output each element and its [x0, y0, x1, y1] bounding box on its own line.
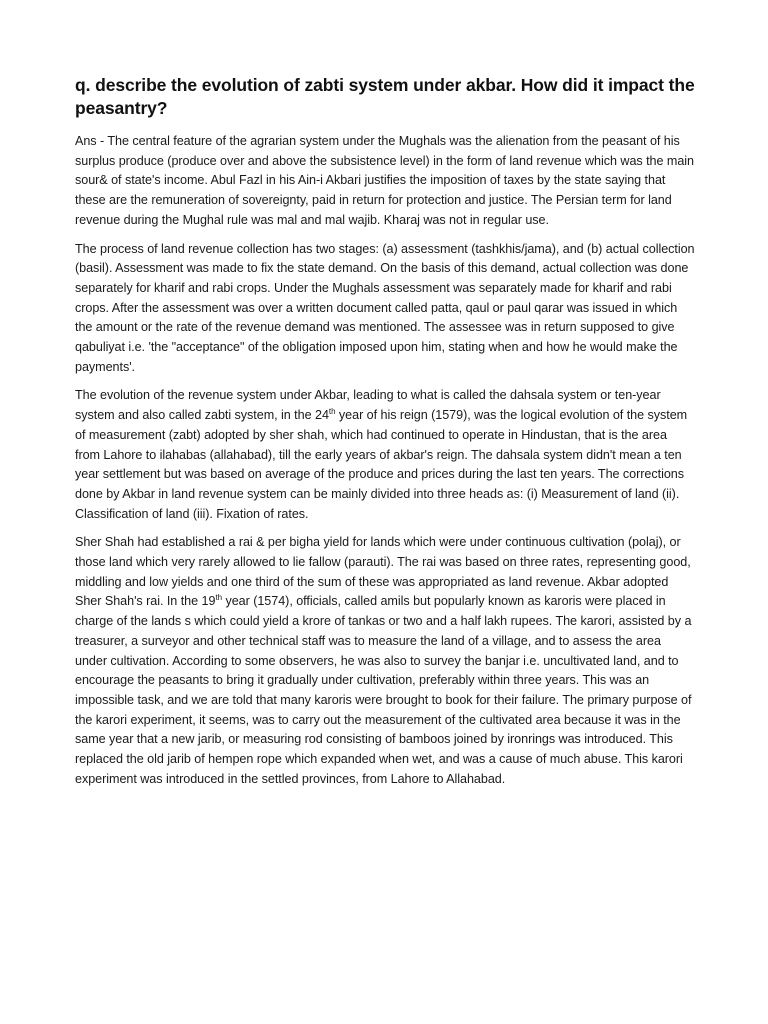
paragraph-4-text-end: year (1574), officials, called amils but popularly known as karoris were placed in charge of the lands s which could yield a krore of tankas or two and a half lakh rupees. The karori, assisted by a treasurer, a surveyor and other technical staff was to measure the land of a village, and to assess the area under cultivation. According to some observers, he was also to survey the banjar i.e. uncultivated land, and to encourage the peasants to bring it gradually under cultivation, preferably within three years. This was an impossible task, and we are told that many karoris were brought to book for their failure. The primary purpose of the karori experiment, it seems, was to carry out the measurement of the cultivated area because it was in the same year that a new jarib, or measuring rod consisting of bamboos joined by ironrings was introduced. This replaced the old jarib of hempen rope which expanded when wet, and was a cause of much abuse. This karori experiment was introduced in the settled provinces, from Lahore to Allahabad. — [75, 594, 692, 786]
question-heading: q. describe the evolution of zabti system under akbar. How did it impact the peasantry? — [75, 75, 695, 118]
paragraph-3-text-end: year of his reign (1579), was the logical evolution of the system of measurement (zabt) adopted by sher shah, which had continued to operate in Hindustan, that is the area from Lahore to ilahabas (allahabad), till the early years of akbar's reign. The dahsala system didn't mean a ten year settlement but was based on average of the produce and prices during the last ten years. The corrections done by Akbar in land revenue system can be mainly divided into three heads as: (i) Measurement of land (ii). Classification of land (iii). Fixation of rates. — [75, 408, 688, 521]
paragraph-4-text-start: Sher Shah had established a rai & per bigha yield for lands which were under continuous cultivation (polaj), or those land which very rarely allowed to lie fallow (parauti). The rai was based on three rates, representing good, middling and low yields and one third of the sum of these was appropriated as land revenue. Akbar adopted Sher Shah's rai. In the 19 — [75, 535, 691, 609]
document-page — [75, 74, 695, 799]
answer-paragraph-4 — [75, 533, 695, 789]
paragraph-3-text-start: The evolution of the revenue system under Akbar, leading to what is called the dahsala system or ten-year system and also called zabti system, in the 24 — [75, 388, 661, 423]
answer-paragraph-3 — [75, 386, 695, 524]
answer-paragraph-2: The process of land revenue collection has two stages: (a) assessment (tashkhis/jama), and (b) actual collection (basil). Assessment was made to fix the state demand. On the basis of this demand, actual collection was done separately for kharif and rabi crops. Under the Mughals assessment was separately made for kharif and rabi crops. After the assessment was over a written document called patta, qaul or paul qarar was issued in which the amount or the rate of the revenue demand was mentioned. The assessee was in return supposed to give qabuliyat i.e. 'the "acceptance" of the obligation imposed upon him, stating when and how he would make the payments'. — [75, 241, 695, 374]
ordinal-superscript: th — [215, 593, 223, 603]
answer-paragraph-1: Ans - The central feature of the agrarian system under the Mughals was the alienation from the peasant of his surplus produce (produce over and above the subsistence level) in the form of land revenue which was the main sour& of state's income. Abul Fazl in his Ain-i Akbari justifies the imposition of taxes by the state saying that these are the remuneration of sovereignty, paid in return for protection and justice. The Persian term for land revenue during the Mughal rule was mal and mal wajib. Kharaj was not in regular use. — [75, 134, 694, 227]
ordinal-superscript: th — [328, 406, 336, 416]
